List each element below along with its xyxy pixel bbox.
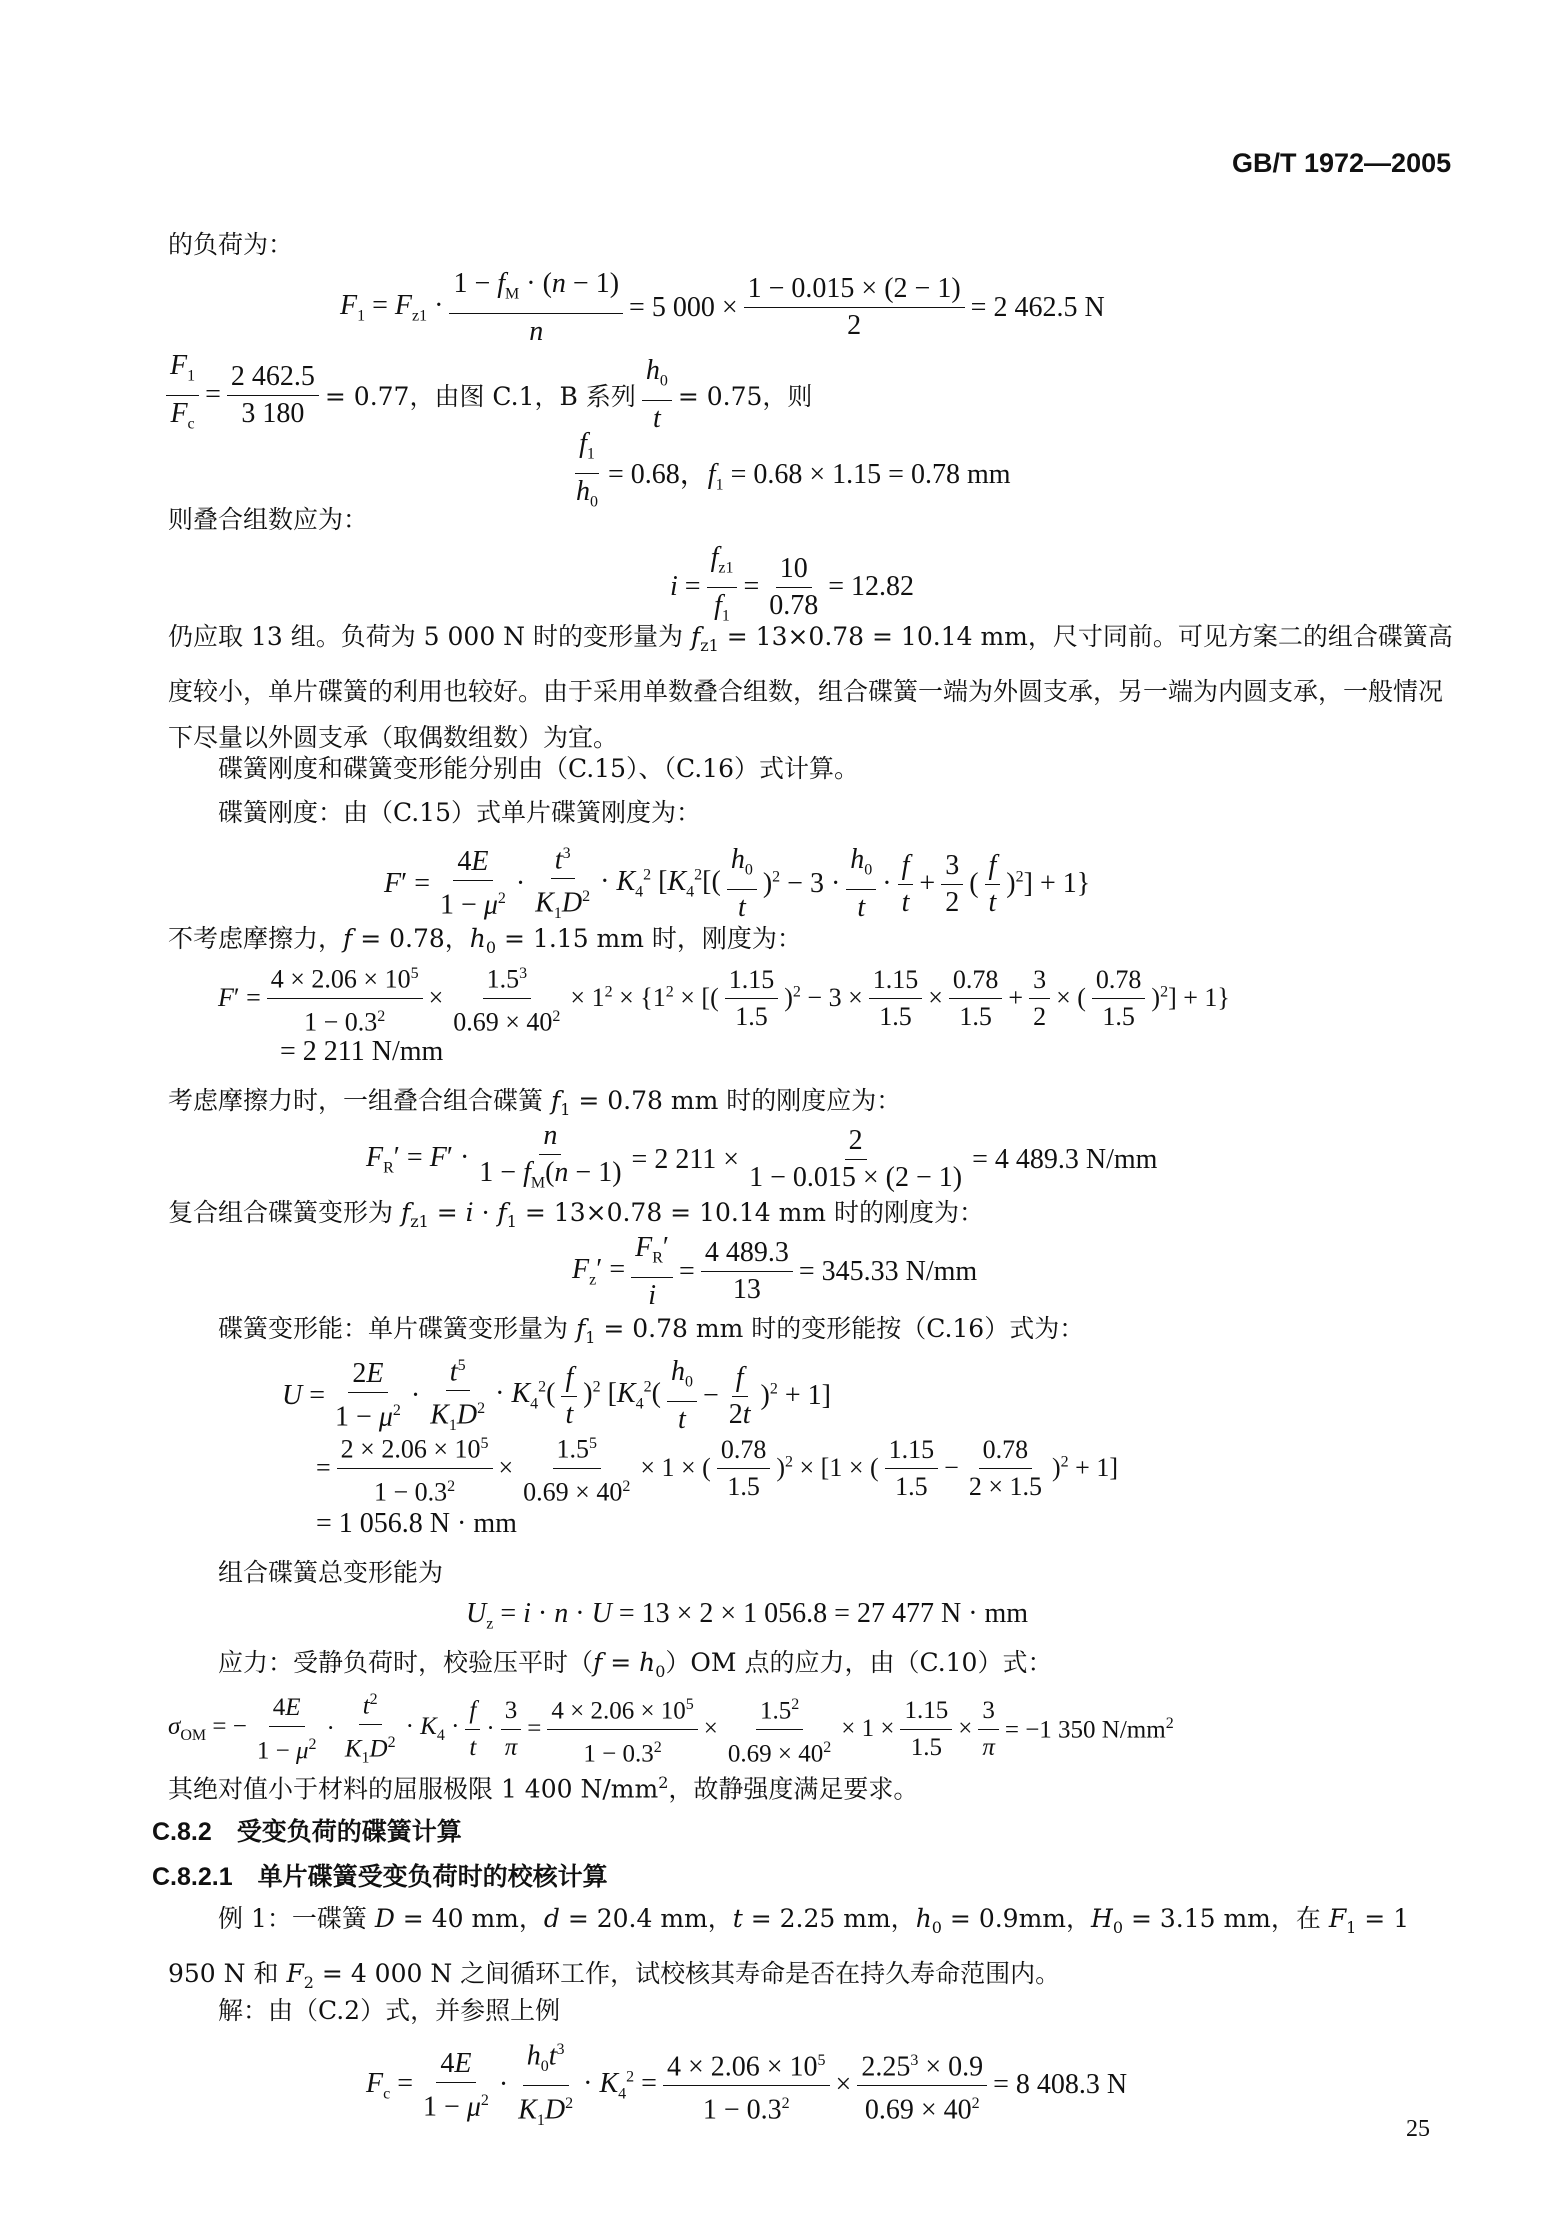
formula-energy-general: U = $\frac{2E}{1 - \mu^2}$ · $\frac{t^5}{K_1D^2}$ · $K_4^2$( $\frac{f}{t}$ )$^2$ [$K_4^2$( $\frac{h_0}{t}$ − $\frac{f}{2t}$ )$^2$ + 1] (282, 1350, 831, 1442)
formula-f1: $F_1 = F_{z1}$ · $\frac{1 - f_M \cdot (n - 1)}{n}$ = 5 000 × $\frac{1 - 0.015 \times (2 - 1)}{2}$ = 2 462.5 N (340, 268, 1105, 347)
text-stiffness-single: 碟簧刚度：由（C.15）式单片碟簧刚度为： (218, 798, 701, 827)
formula-composite-stiffness: $F_z'$ = $\frac{F_R'}{i}$ = $\frac{4 489.3}{13}$ = 345.33 N/mm (572, 1232, 978, 1311)
text-no-friction: 不考虑摩擦力，f = 0.78，$h_0 = 1.15$ mm 时，刚度为： (168, 924, 802, 957)
page-number: 25 (1406, 2116, 1430, 2142)
text-composite-deform: 复合组合碟簧变形为 $f_{z1} = i \cdot f_1 = 13\times 0.78 = 10.14$ mm 时的刚度为： (168, 1198, 984, 1231)
section-c82: C.8.2 受变负荷的碟簧计算 (152, 1818, 462, 1846)
formula-fc: $F_c$ = $\frac{4E}{1 - \mu^2}$ · $\frac{h_0t^3}{K_1D^2}$ · $K_4^2$ = $\frac{4 \times 2.06 \times 10^5}{1 - 0.3^2}$ × $\frac{2.25^3 \times 0.9}{0.69 \times 40^2}$ = 8 408.3 N (366, 2034, 1127, 2137)
standard-number: GB/T 1972—2005 (1232, 148, 1452, 178)
formula-total-energy: $U_z = i \cdot n \cdot U = 13 \times 2 \times 1$ 056.8 = 27 477 N · mm (466, 1598, 1029, 1633)
text-stress-conclusion: 其绝对值小于材料的屈服极限 1 400 $N/mm^2$，故静强度满足要求。 (168, 1773, 919, 1804)
text-total-energy: 组合碟簧总变形能为 (218, 1558, 444, 1587)
formula-stiffness-numeric: F′ = $\frac{4 \times 2.06 \times 10^5}{1 - 0.3^2}$ × $\frac{1.5^3}{0.69 \times 40^2}$ × $1^2 \times \{1^2$ × [( $\frac{1.15}{1.5}$ )$^2$ − 3 × $\frac{1.15}{1.5}$ × $\frac{0.78}{1.5}$ + $\frac{3}{2}$ × ( $\frac{0.78}{1.5}$ )$^2$] + 1} (218, 958, 1230, 1038)
result-energy: = 1 056.8 N · mm (316, 1508, 517, 1539)
formula-ratio: $\frac{F_1}{F_c}$ = $\frac{2 462.5}{3 180}$ = 0.77，由图 C.1，B 系列 $\frac{h_0}{t}$ = 0.75，则 (166, 350, 812, 440)
formula-i: i = $\frac{f_{z1}}{f_1}$ = $\frac{10}{0.78}$ = 12.82 (670, 542, 915, 625)
paragraph-result: 仍应取 13 组。负荷为 5 000 N 时的变形量为 $f_{z1} = 13\times 0.78 = 10.14$ mm，尺寸同前。可见方案二的组合碟簧高度较小，单片碟簧的利用也较好。由于采用单数叠合组数，组合碟簧一端为外圆支承，另一端为内圆支承，一般情况下尽量以外圆支承（取偶数组数）为宜。 (168, 622, 1453, 752)
formula-stiffness-friction: $F_R' = F'$ · $\frac{n}{1 - f_M(n - 1)}$ = 2 211 × $\frac{2}{1 - 0.015 \times (2 - 1)}$ = 4 489.3 N/mm (366, 1120, 1158, 1194)
text-solution-intro: 解：由（C.2）式，并参照上例 (218, 1996, 561, 2025)
formula-f1-h0: $\frac{f_1}{h_0}$ = 0.68，$f_1 = 0.68 \times 1.15 = 0.78$ mm (576, 428, 1011, 511)
text-stress-intro: 应力：受静负荷时，校验压平时$(f = h_0)OM$ 点的应力，由（C.10）式： (218, 1648, 1053, 1681)
section-c821: C.8.2.1 单片碟簧受变负荷时的校核计算 (152, 1863, 608, 1891)
text-stiffness-intro: 碟簧刚度和碟簧变形能分别由（C.15）、（C.16）式计算。 (218, 754, 859, 783)
formula-energy-numeric: = $\frac{2 \times 2.06 \times 10^5}{1 - 0.3^2}$ × $\frac{1.5^5}{0.69 \times 40^2}$ × 1 × ( $\frac{0.78}{1.5}$ )$^2$ × [1 × ( $\frac{1.15}{1.5}$ − $\frac{0.78}{2 \times 1.5}$ )$^2$ + 1] (316, 1428, 1118, 1508)
text-energy-intro: 碟簧变形能：单片碟簧变形量为 $f_1 = 0.78$ mm 时的变形能按（C.16）式为： (218, 1314, 1085, 1347)
paragraph-example1: 例 1：一碟簧 D = 40 mm，d = 20.4 mm，t = 2.25 mm，$h_0 = 0.9mm$，$H_0 = 3.15$ mm，在 $F_1 = 1$ 950 N 和 $F_2 = 4$ 000 N 之间循环工作，试校核其寿命是否在持久寿命范围内。 (168, 1904, 1410, 1992)
text-load-intro: 的负荷为： (168, 230, 294, 259)
result-stiffness: = 2 211 N/mm (280, 1036, 444, 1067)
formula-stiffness-general: F′ = $\frac{4E}{1 - \mu^2}$ · $\frac{t^3}{K_1D^2}$ · $K_4^2$ [$K_4^2$[( $\frac{h_0}{t}$ )$^2$ − 3 · $\frac{h_0}{t}$ · $\frac{f}{t}$ + $\frac{3}{2}$ ( $\frac{f}{t}$ )$^2$] + 1} (384, 838, 1090, 930)
formula-stress: $\sigma_{OM}$ = − $\frac{4E}{1 - \mu^2}$ · $\frac{t^2}{K_1D^2}$ · $K_4$ · $\frac{f}{t}$ · $\frac{3}{\pi}$ = $\frac{4 \times 2.06 \times 10^5}{1 - 0.3^2}$ × $\frac{1.5^2}{0.69 \times 40^2}$ × 1 × $\frac{1.15}{1.5}$ × $\frac{3}{\pi}$ = −1 350 $N/mm^2$ (168, 1684, 1174, 1775)
text-stack-count: 则叠合组数应为： (168, 505, 369, 534)
text-with-friction: 考虑摩擦力时，一组叠合组合碟簧 $f_1 = 0.78$ mm 时的刚度应为： (168, 1086, 902, 1119)
